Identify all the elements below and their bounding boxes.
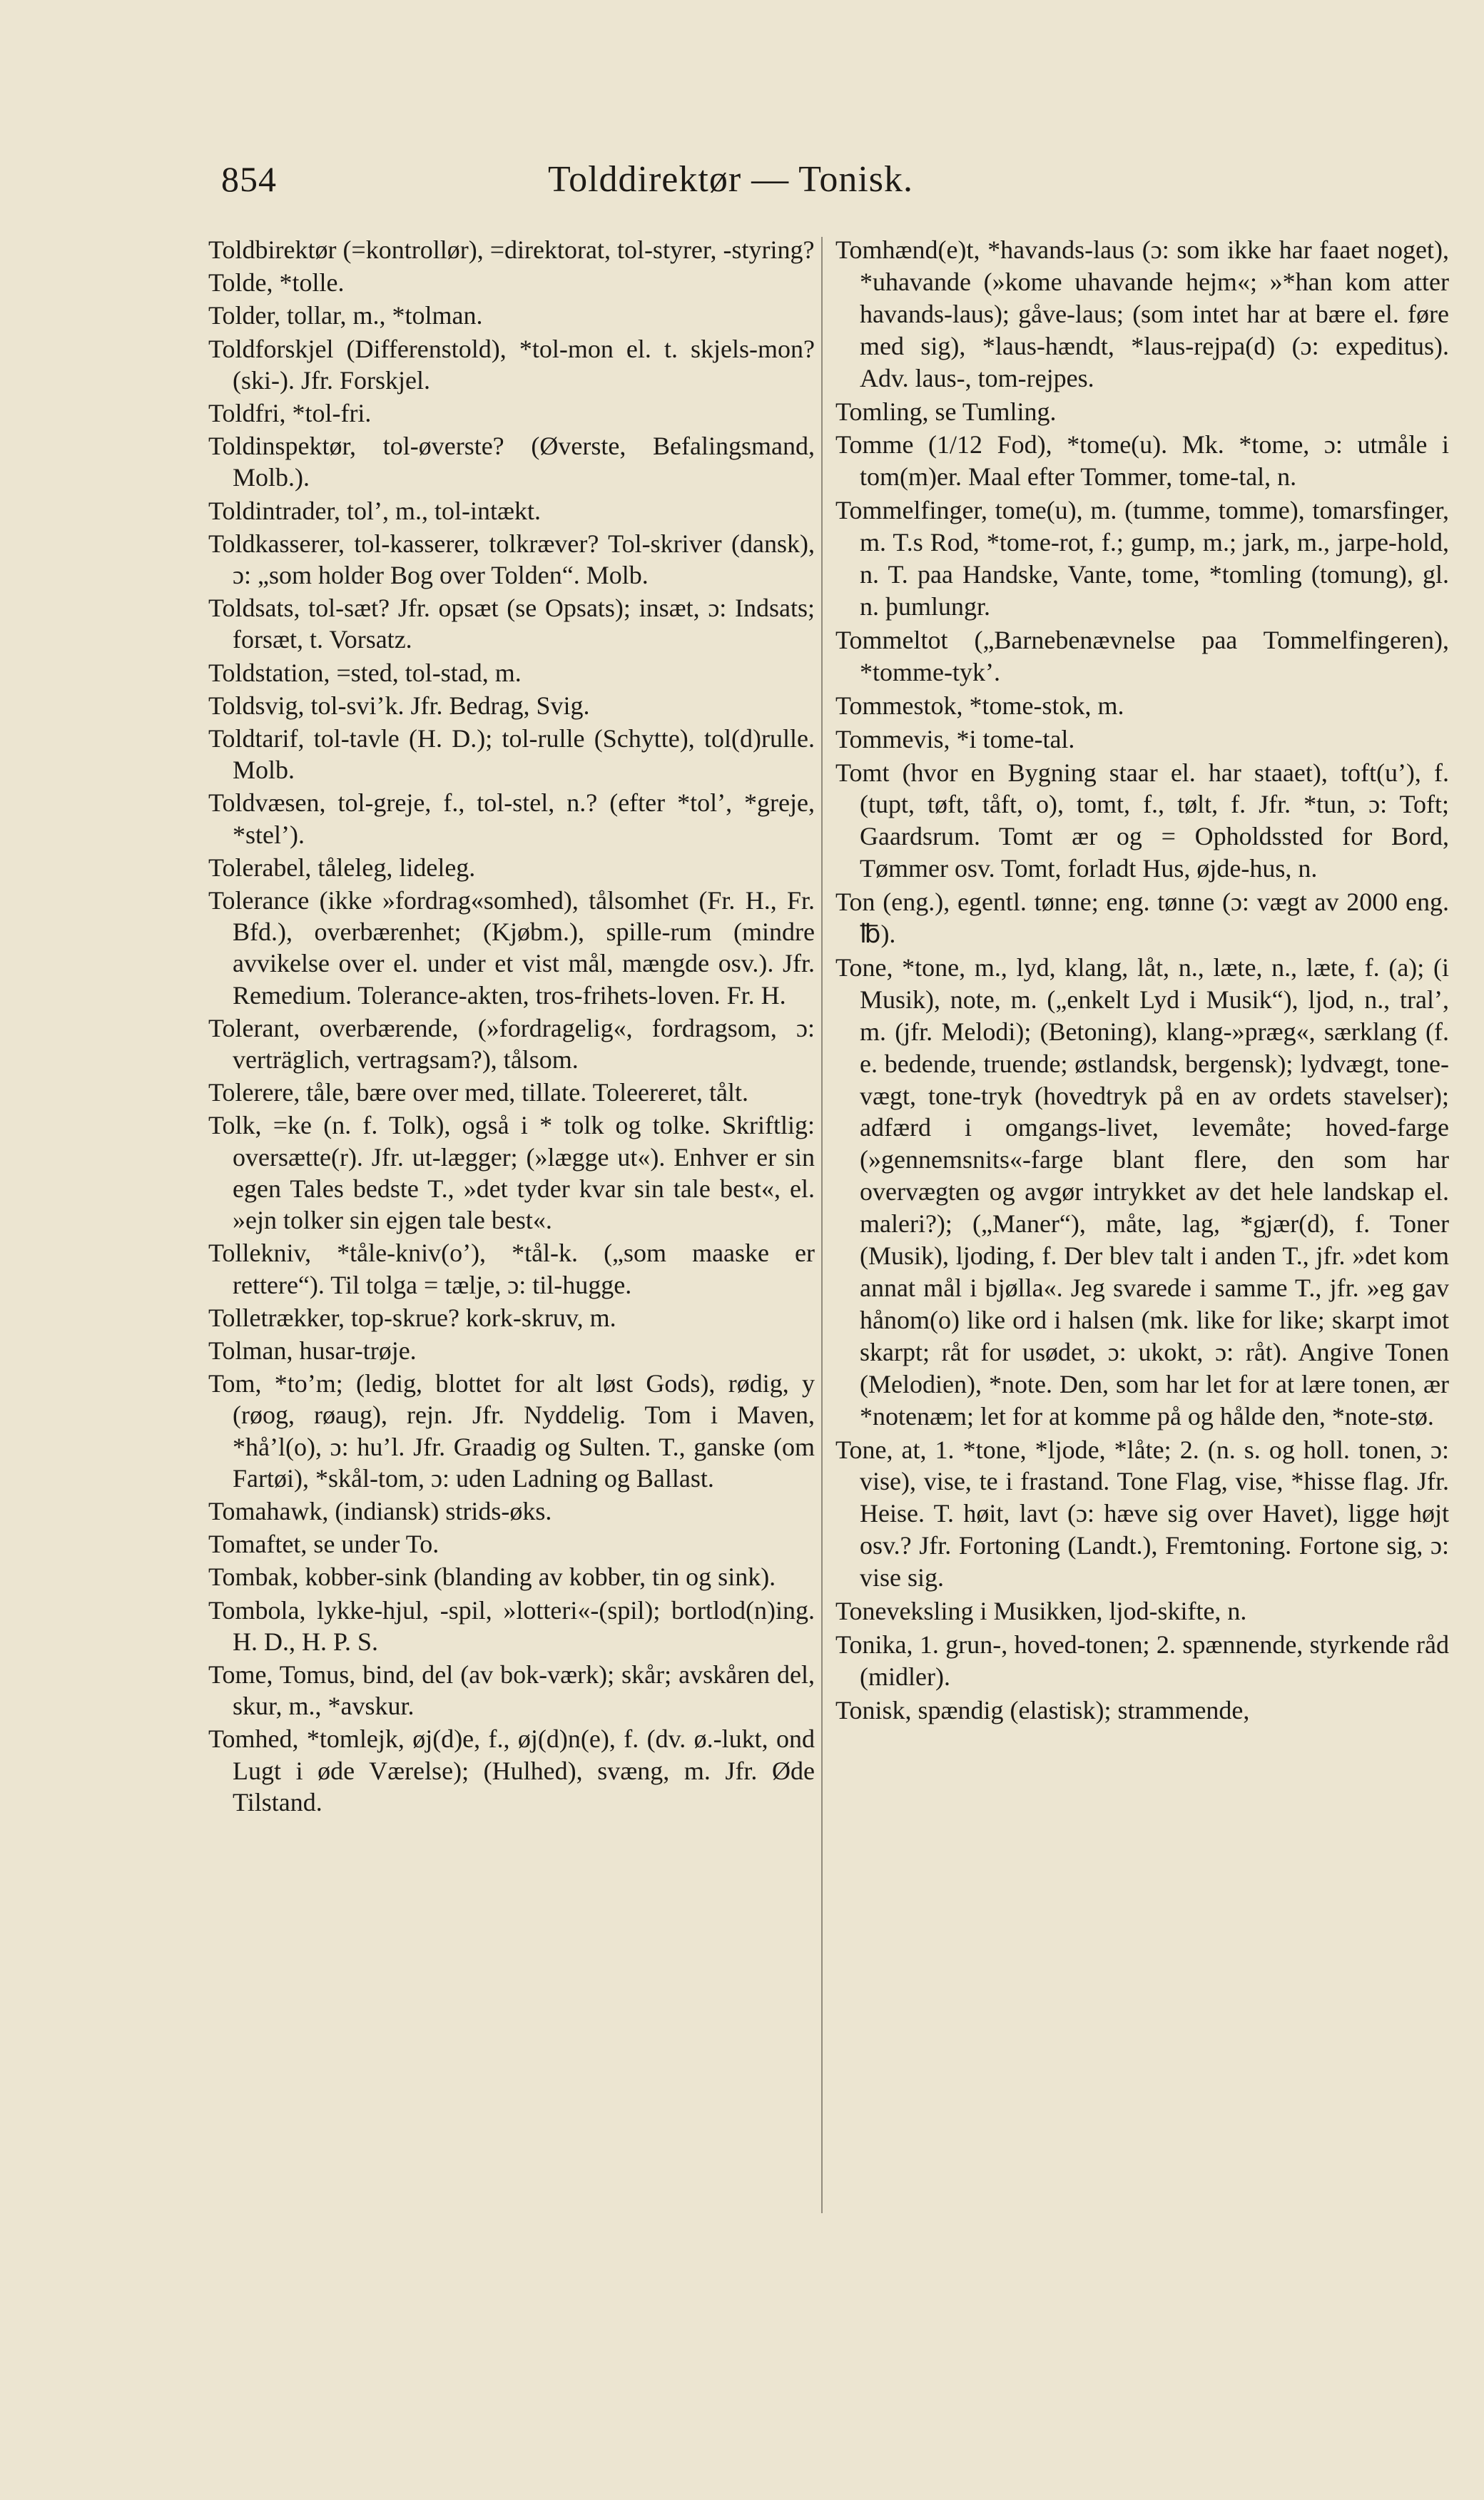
entry: Tome, Tomus, bind, del (av bok-værk); skår; avskåren del, skur, m., *avskur. [208,1660,815,1721]
entry: Tolman, husar-trøje. [208,1336,417,1365]
entry: Tomahawk, (indiansk) strids-øks. [208,1496,552,1525]
running-title: Tolddirektør — Tonisk. [547,159,914,200]
entry: Tommevis, *i tome-tal. [835,724,1075,753]
entry: Tonisk, spændig (elastisk); strammende, [835,1695,1250,1724]
page-number: 854 [221,159,277,199]
entry: Toldinspektør, tol-øverste? (Øverste, Befalingsmand, Molb.). [208,432,815,492]
entry: Tonika, 1. grun-, hoved-tonen; 2. spænnende, styrkende råd (midler). [835,1630,1449,1691]
entry: Tolerant, overbærende, (»fordragelig«, fordragsom, ɔ: verträglich, vertragsam?), tålsom. [208,1013,815,1074]
entry: Toldbirektør (=kontrollør), =direktorat, tol-styrer, -styring? [208,235,815,264]
entry: Tombak, kobber-sink (blanding av kobber, tin og sink). [208,1562,776,1592]
entry: Tone, *tone, m., lyd, klang, låt, n., læte, n., læte, f. (a); (i Musik), note, m. („enkelt Lyd i Musik“), ljod, n., tral’, m. (jfr. Melodi); (Betoning), klang-»præg«, særklang (f. e. bedende, truende; østlandsk, bergensk); lydvægt, tone-vægt, tone-tryk (hovedtryk på en av ordets stavelser); adfærd i omgangs-livet, levemåte; hoved-farge (»gennemsnits«-farge blant flere, den som har overvægten og avgør intrykket av det hele landskap el. maleri?); („Maner“), måte, lag, *gjær(d), f. Toner (Musik), ljoding, f. Der blev talt i anden T., jfr. »det kom annat mål i bjølla«. Jeg svarede i samme T., jfr. »eg gav hånom(o) like ord i halsen (mk. like for like; skarpt imot skarpt; råt for usødet, ɔ: ukokt, ɔ: råt). Angive Tonen (Melodien), *note. Den, som har let for at lære tonen, ær *notenæm; let for at komme på og hålde den, *note-stø. [835,952,1449,1431]
page-header [221,158,1054,208]
entry: Tolerance (ikke »fordrag«somhed), tålsomhet (Fr. H., Fr. Bfd.), overbærenhet; (Kjøbm.), spille-rum (mindre avvikelse over el. under et vist mål, mængde osv.). Jfr. Remedium. Tolerance-akten, tros-frihets-loven. Fr. H. [208,886,815,1010]
entry: Toldvæsen, tol-greje, f., tol-stel, n.? (efter *tol’, *greje, *stel’). [208,788,815,849]
entry: Tolerabel, tåleleg, lideleg. [208,853,476,882]
entry: Tolde, *tolle. [208,268,345,298]
entry: Tollekniv, *tåle-kniv(o’), *tål-k. („som maaske er rettere“). Til tolga = tælje, ɔ: til-hugge. [208,1239,815,1299]
entry: Toldsats, tol-sæt? Jfr. opsæt (se Opsats); insæt, ɔ: Indsats; forsæt, t. Vorsatz. [208,594,815,654]
right-column [835,234,1449,2303]
entry: Tolk, =ke (n. f. Tolk), også i * tolk og tolke. Skriftlig: oversætte(r). Jfr. ut-lægger; (»lægge ut«). Enhver er sin egen Tales bedste T., »det tyder kvar sin tale best«, el. »ejn tolker sin ejgen tale best«. [208,1111,815,1235]
entry: Toldtarif, tol-tavle (H. D.); tol-rulle (Schytte), tol(d)rulle. Molb. [208,724,815,785]
entry: Tommeltot („Barnebenævnelse paa Tommelfingeren), *tomme-tyk’. [835,625,1449,686]
entry: Toldfri, *tol-fri. [208,399,372,428]
entry: Tom, *to’m; (ledig, blottet for alt løst Gods), rødig, y (røog, røaug), rejn. Jfr. Nyddelig. Tom i Maven, *hå’l(o), ɔ: hu’l. Jfr. Graadig og Sulten. T., ganske (om Fartøi), *skål-tom, ɔ: uden Ladning og Ballast. [208,1369,815,1493]
entry: Tomme (1/12 Fod), *tome(u). Mk. *tome, ɔ: utmåle i tom(m)er. Maal efter Tommer, tome-tal, n. [835,430,1449,492]
entry: Tolerere, tåle, bære over med, tillate. Toleereret, tålt. [208,1078,748,1107]
entry: Tomling, se Tumling. [835,397,1057,426]
entry: Toldstation, =sted, tol-stad, m. [208,658,522,687]
entry: Tomhænd(e)t, *havands-laus (ɔ: som ikke har faaet noget), *uhavande (»kome uhavande hejm«; »*han kom atter havands-laus); gåve-laus; (som intet har at bære el. føre med sig), *laus-hændt, *laus-rejpa(d) (ɔ: expeditus). Adv. laus-, tom-rejpes. [835,235,1449,392]
entry: Tomhed, *tomlejk, øj(d)e, f., øj(d)n(e), f. (dv. ø.-lukt, ond Lugt i øde Værelse); (Hulhed), svæng, m. Jfr. Øde Tilstand. [208,1724,815,1816]
entry: Tolletrækker, top-skrue? kork-skruv, m. [208,1303,616,1332]
left-column [208,234,815,2303]
entry: Toldsvig, tol-svi’k. Jfr. Bedrag, Svig. [208,691,590,720]
column-divider [821,237,823,2213]
entry: Tommelfinger, tome(u), m. (tumme, tomme), tomarsfinger, m. T.s Rod, *tome-rot, f.; gump, m.; jark, m., jarpe-hold, n. T. paa Handske, Vante, tome, *tomling (tomung), gl. n. þumlungr. [835,496,1449,621]
entry: Toldkasserer, tol-kasserer, tolkræver? Tol-skriver (dansk), ɔ: „som holder Bog over Tolden“. Molb. [208,529,815,590]
entry: Toldintrader, tol’, m., tol-intækt. [208,496,541,525]
entry: Tone, at, 1. *tone, *ljode, *låte; 2. (n. s. og holl. tonen, ɔ: vise), vise, te i frastand. Tone Flag, vise, *hisse flag. Jfr. Heise. T. høit, lavt (ɔ: hæve sig over Havet), ligge højt osv.? Jfr. Fortoning (Landt.), Fremtoning. Fortone sig, ɔ: vise sig. [835,1435,1449,1592]
entry: Toneveksling i Musikken, ljod-skifte, n. [835,1597,1247,1626]
entry: Ton (eng.), egentl. tønne; eng. tønne (ɔ: vægt av 2000 eng. ℔). [835,888,1449,949]
entry: Tomt (hvor en Bygning staar el. har staaet), toft(u’), f. (tupt, tøft, tåft, o), tomt, f., tølt, f. Jfr. *tun, ɔ: Toft; Gaardsrum. Tomt ær og = Opholdssted for Bord, Tømmer osv. Tomt, forladt Hus, øjde-hus, n. [835,758,1449,883]
entry: Toldforskjel (Differenstold), *tol-mon el. t. skjels-mon? (ski-). Jfr. Forskjel. [208,334,815,395]
entry: Tommestok, *tome-stok, m. [835,691,1124,720]
entry: Tomaftet, se under To. [208,1530,439,1559]
entry: Tombola, lykke-hjul, -spil, »lotteri«-(spil); bortlod(n)ing. H. D., H. P. S. [208,1595,815,1656]
entry: Tolder, tollar, m., *tolman. [208,301,483,330]
